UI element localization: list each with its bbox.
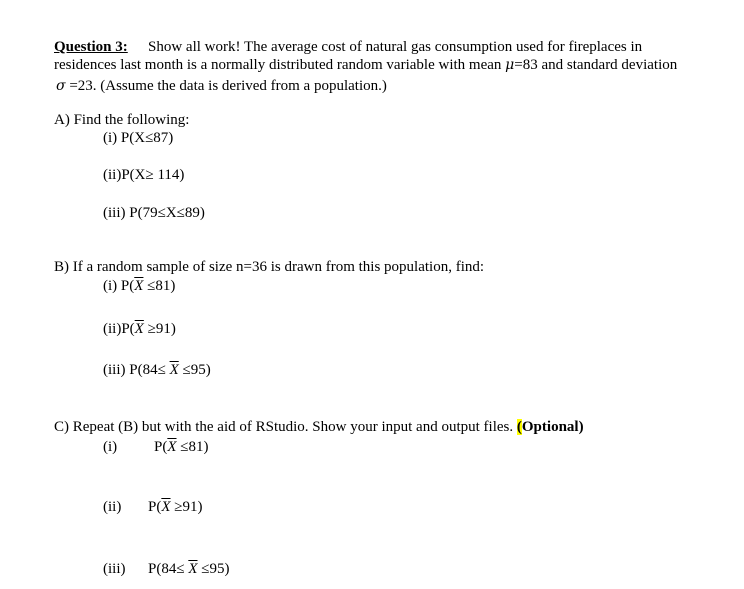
mu-symbol: μ [505,57,515,73]
x-bar: $\overline{X}$ [188,561,198,577]
part-c-heading: C) Repeat (B) but with the aid of RStudio. Show your input and output files. (Optional) [54,419,584,435]
question-intro-line3 [56,77,387,95]
part-b-heading: B) If a random sample of size n=36 is drawn from this population, find: [54,259,485,275]
x-bar: $\overline{X}$ [134,321,144,337]
sigma-symbol: σ [56,78,66,94]
optional-label: Optional [521,419,579,435]
question-intro-line1: Show all work! The average cost of natural gas consumption used for fireplaces in [148,39,643,55]
mu-value: =83 and standard deviation [514,57,678,73]
part-a-heading: A) Find the following: [54,112,190,128]
x-bar: $\overline{X}$ [169,362,179,378]
question-intro-line2 [54,56,677,74]
part-c-item-1: $P(\overline{X} \le 81)$ [154,439,209,455]
intro-text: residences last month is a normally distributed random variable with mean [54,57,502,73]
optional-highlight: ( [516,419,522,435]
x-bar: $\overline{X}$ [134,278,144,294]
part-b-item-1: (i) $P(\overline{X} \le 81)$ [103,278,176,294]
part-a-item-1: (i) P(X≤87) [103,130,174,146]
sigma-value: =23. (Assume the data is derived from a population.) [69,78,387,94]
x-bar: $\overline{X}$ [167,439,177,455]
question-title: Question 3: [54,39,128,55]
part-a-item-2: (ii)P(X≥ 114) [103,167,185,183]
part-b-item-2: $(ii)P(\overline{X} \ge 91)$ [103,321,176,337]
part-c-item-2: $P(\overline{X} \ge 91)$ [148,499,203,515]
part-c-item-3-num: (iii) [103,561,126,577]
x-bar: $\overline{X}$ [161,499,171,515]
part-c-item-1-num: (i) [103,439,118,455]
part-c-item-3: $P(84\le \overline{X} \le 95)$ [148,561,230,577]
part-c-item-2-num: (ii) [103,499,122,515]
part-b-item-3: (iii) $P(84\le \overline{X} \le 95)$ [103,362,211,378]
part-a-item-3: (iii) P(79≤X≤89) [103,205,205,221]
